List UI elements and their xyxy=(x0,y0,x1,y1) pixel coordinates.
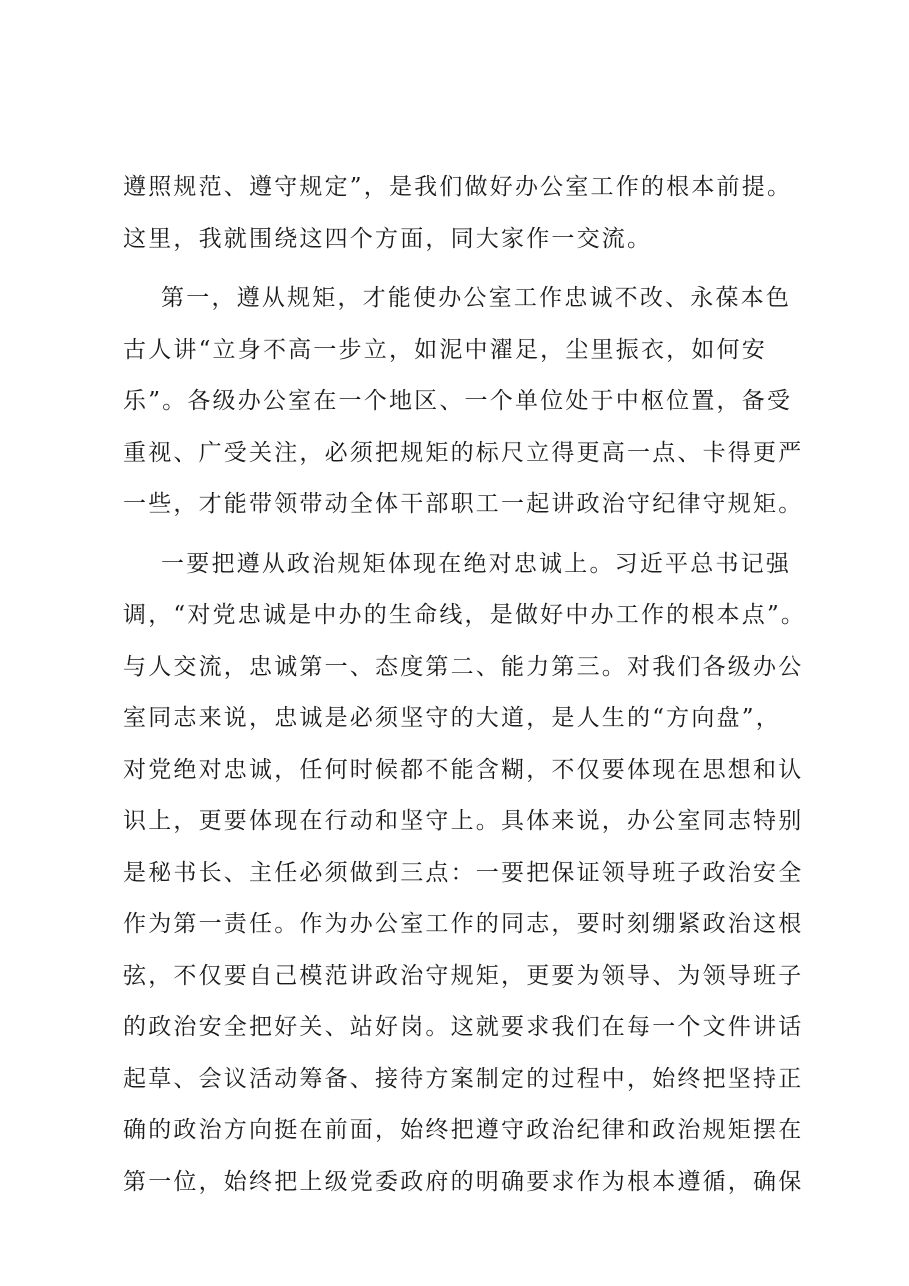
text-line: 的政治安全把好关、站好岗。这就要求我们在每一个文件讲话 xyxy=(123,1014,804,1040)
text-line: 与人交流，忠诚第一、态度第二、能力第三。对我们各级办公 xyxy=(123,653,804,680)
text-line: 识上，更要体现在行动和坚守上。具体来说，办公室同志特别 xyxy=(123,808,804,834)
text-line: 重视、广受关注，必须把规矩的标尺立得更高一点、卡得更严 xyxy=(123,439,804,466)
text-line: 第一位，始终把上级党委政府的明确要求作为根本遵循，确保 xyxy=(123,1168,804,1195)
text-line: 遵照规范、遵守规定”，是我们做好办公室工作的根本前提。 xyxy=(123,174,793,200)
text-line: 古人讲“立身不高一步立，如泥中濯足，尘里振衣，如何安 xyxy=(123,336,767,363)
paragraph-start-line: 一要把遵从政治规矩体现在绝对忠诚上。习近平总书记强 xyxy=(123,550,792,577)
text-line: 确的政治方向挺在前面，始终把遵守政治纪律和政治规矩摆在 xyxy=(123,1117,804,1143)
text-line: 起草、会议活动筹备、接待方案制定的过程中，始终把坚持正 xyxy=(123,1065,804,1092)
text-line: 是秘书长、主任必须做到三点：一要把保证领导班子政治安全 xyxy=(123,859,804,886)
text-line: 调，“对党忠诚是中办的生命线，是做好中办工作的根本点”。 xyxy=(123,602,807,628)
text-line: 一些，才能带领带动全体干部职工一起讲政治守纪律守规矩。 xyxy=(123,491,804,517)
text-line: 这里，我就围绕这四个方面，同大家作一交流。 xyxy=(123,225,653,252)
document-body xyxy=(123,162,823,1208)
text-line: 弦，不仅要自己模范讲政治守规矩，更要为领导、为领导班子 xyxy=(123,962,804,989)
text-line: 对党绝对忠诚，任何时候都不能含糊，不仅要体现在思想和认 xyxy=(123,756,804,783)
text-line: 乐”。各级办公室在一个地区、一个单位处于中枢位置，备受 xyxy=(123,388,793,414)
text-line: 室同志来说，忠诚是必须坚守的大道，是人生的“方向盘”， xyxy=(123,705,781,731)
paragraph-heading-line: 第一，遵从规矩，才能使办公室工作忠诚不改、永葆本色 xyxy=(123,285,792,311)
text-line: 作为第一责任。作为办公室工作的同志，要时刻绷紧政治这根 xyxy=(123,911,804,937)
